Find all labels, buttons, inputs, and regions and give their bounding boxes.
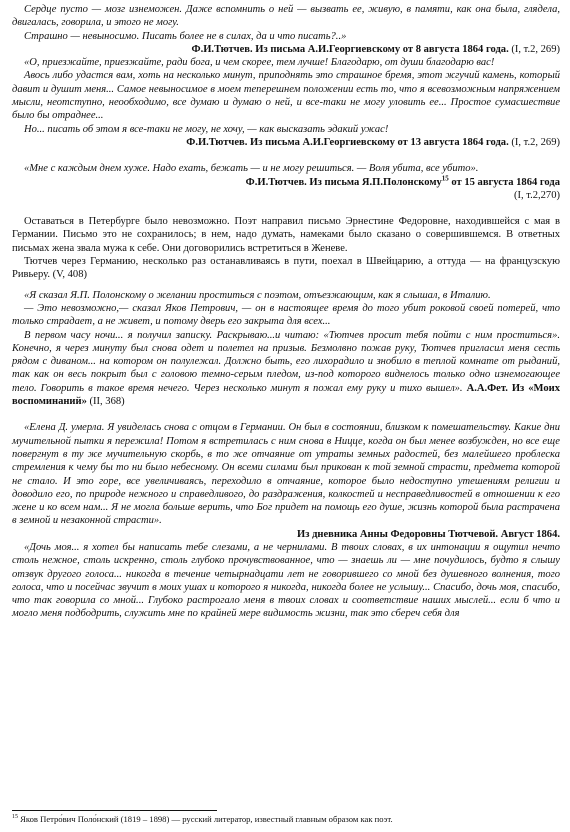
source-citation: Ф.И.Тютчев. Из письма А.И.Георгиевскому от 13 августа 1864 года. (I, т.2, 269) (186, 136, 560, 148)
footnote-marker: 15 (441, 174, 449, 183)
quote-line: Авось либо удастся вам, хоть на несколько минут, приподнять это страшное бремя, этот жгучий камень, который давит и душит меня... Самое невыносимое в моем теперешнем положении есть то, что я всевозможным напряжением мысли, неотступно, неообходимо, все думаю и думаю о ней, и все-таки не могу уловить ее... Простое сумасшествие было бы отраднее... (12, 70, 560, 122)
quote-paragraph: «Елена Д. умерла. Я увиделась снова с отцом в Германии. Он был в состоянии, близком к помешательству. Какие дни мучительной пытки я пережила! Потом я встретилась с ним снова в Ницце, когда он был менее возбужден, но все еще повергнут в ту же мучительную скорбь, в то же отчаяние от утраты земных радостей, без малейшего проблеска стремления к чему бы то ни было небесному. Он всеми силами был прикован к той земной страсти, предмета которой не стало. И это горе, все увеличиваясь, переходило в отчаяние, которое было недоступно утешениям религии и доводило его, по природе нежного и справедливого, до раздражения, колкостей и несправедливостей в отношении к его жене и ко всем нам... Я не могла больше верить, что Бог придет на помощь его душе, жизнь которой была растрачена в земной и незаконной страсти». (12, 422, 560, 527)
quote-line: Страшно — невыносимо. Писать более не в силах, да и что писать?..» (24, 30, 347, 42)
source-citation: Из дневника Анны Федоровны Тютчевой. Август 1864. (297, 528, 560, 540)
quote-line: В первом часу ночи... я получил записку. Раскрываю...и читаю: «Тютчев просит тебя пойти с ним проститься». Конечно, я через минуту был снова одет и полетел на призыв. Безмолвно пожав руку, Тютчев пригласил меня сесть рядом с диваном... на котором он полулежал. Должно быть, его лихорадило и знобило в теплой комнате от рыданий, так как он весь покрыт был с головою темно-серым пледом, из-под которого виднелось только одно изнемогающее тело. Говорить в такое время нечего. Через несколько минут я пожал ему руку и тихо вышел». А.А.Фет. Из «Моих воспоминаний» (II, 368) (12, 329, 560, 408)
quote-line: «Я сказал Я.П. Полонскому о желании проститься с поэтом, отъезжающим, как я слышал, в Италию. (24, 289, 491, 301)
source-citation: Ф.И.Тютчев. Из письма Я.П.Полонскому$^{15}$ от 15 августа 1864 года (I, т.2,270) (245, 174, 560, 201)
quote-line: «О, приезжайте, приезжайте, ради бога, и чем скорее, тем лучше! Благодарю, от души благодарю вас! (24, 57, 495, 69)
body-paragraph: Оставаться в Петербурге было невозможно. Поэт направил письмо Эрнестине Федоровне, находившейся с мая в Германии. Письмо это не сохранилось; в нем, надо думать, намеками было сказано о совершившемся. В ответных письмах жена звала мужа к себе. Они договорились встретиться в Женеве. (12, 216, 560, 254)
footnote: $^{15}$ Яков Петро́вич Поло́нский (1819 – 1898) — русский литератор, известный главным образом как поэт. (12, 814, 393, 824)
quote-paragraph: «Дочь моя... я хотел бы написать тебе слезами, а не чернилами. В твоих словах, в их интонации я ощутил нечто столь нежное, столь искренно, столь глубоко прочувствованное, что — знаешь ли — мне почудилось, будто я слышу отзвук другого голоса... никогда в течение четырнадцати лет не говорившего со мной без душевного волнения, того голоса, что и посейчас звучит в моих ушах и которого я никогда, никогда более не услышу... Спасибо, дочь моя, спасибо, что так говорила со мной... Глубоко растрогало меня в твоих словах и соответствие наших мыслей... если б что и могло меня подбодрить, служить мне по крайней мере видимость жизни, так это сбереч себя для (12, 541, 560, 620)
body-paragraph: Тютчев через Германию, несколько раз останавливаясь в пути, поехал в Швейцарию, а оттуда — на французскую Ривьеру. (V, 408) (12, 256, 560, 281)
quote-line: Сердце пусто — мозг изнеможен. Даже вспомнить о ней — вызвать ее, живую, в памяти, как она была, глядела, двигалась, говорила, и этого не могу. (12, 4, 560, 29)
source-citation: А.А.Фет. Из «Моих воспоминаний» (12, 382, 560, 408)
source-citation: Ф.И.Тютчев. Из письма А.И.Георгиевскому от 8 августа 1864 года. (I, т.2, 269) (191, 43, 560, 55)
footnote-divider (12, 810, 217, 811)
quote-line: — Это невозможно,— сказал Яков Петрович, — он в настоящее время до того убит роковой своей потерей, что только страдает, а не живет, и потому дверь его закрыта для всех... (12, 302, 560, 328)
quote-line: «Мне с каждым днем хуже. Надо ехать, бежать — и не могу решиться. — Воля убита, все убито». (24, 163, 479, 175)
quote-line: Но... писать об этом я все-таки не могу, не хочу, — как высказать эдакий ужас! (24, 123, 389, 135)
